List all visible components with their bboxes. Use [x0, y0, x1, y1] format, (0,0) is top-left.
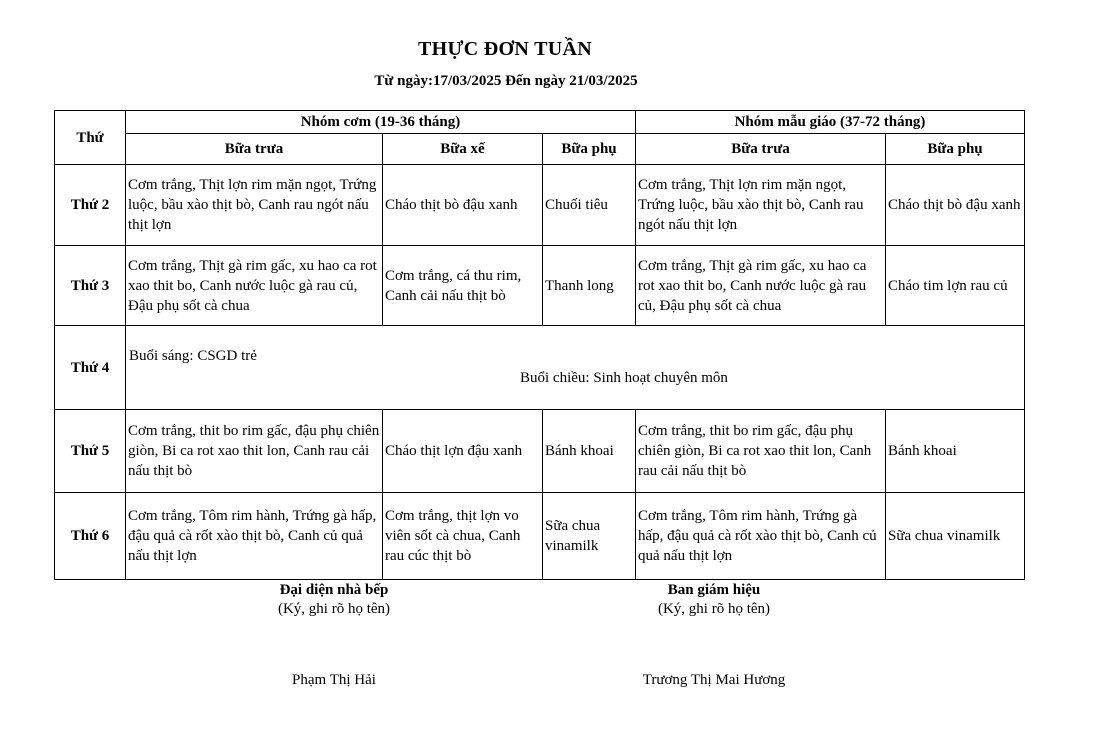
day-cell: Thứ 6 [55, 493, 126, 580]
kitchen-role: Đại diện nhà bếp [279, 582, 389, 598]
header-g1-lunch: Bữa trưa [126, 134, 383, 165]
g2-snack-cell: Cháo thịt bò đậu xanh [886, 165, 1025, 246]
g2-lunch-cell: Cơm trắng, Tôm rim hành, Trứng gà hấp, đậu quả cà rốt xào thịt bò, Canh củ quả nấu thịt lợn [636, 493, 886, 580]
board-signer-name: Trương Thị Mai Hương [642, 672, 786, 688]
header-row-groups [55, 111, 1025, 134]
day-cell: Thứ 5 [55, 410, 126, 493]
g2-snack-cell: Cháo tim lợn rau củ [886, 246, 1025, 326]
day-cell: Thứ 4 [55, 326, 126, 410]
g2-lunch-cell: Cơm trắng, Thịt lợn rim mặn ngọt, Trứng luộc, bầu xào thịt bò, Canh rau ngót nấu thịt lợn [636, 165, 886, 246]
g1-afternoon-cell: Cơm trắng, thịt lợn vo viên sốt cà chua, Canh rau cúc thịt bò [383, 493, 543, 580]
board-sign-note: (Ký, ghi rõ họ tên) [657, 601, 771, 617]
g1-lunch-cell: Cơm trắng, thit bo rim gấc, đậu phụ chiên giòn, Bi ca rot xao thit lon, Canh rau cải nấu thịt bò [126, 410, 383, 493]
header-day: Thứ [55, 111, 126, 165]
g1-afternoon-cell: Cháo thịt lợn đậu xanh [383, 410, 543, 493]
header-g2-snack: Bữa phụ [886, 134, 1025, 165]
day-cell: Thứ 3 [55, 246, 126, 326]
table-row [55, 410, 1025, 493]
kitchen-signature-block [234, 582, 434, 692]
table-row [55, 165, 1025, 246]
thursday-activity-cell [126, 326, 1025, 410]
table-row [55, 493, 1025, 580]
g1-lunch-cell: Cơm trắng, Thịt gà rim gấc, xu hao ca rot xao thit bo, Canh nước luộc gà rau củ, Đậu phụ sốt cà chua [126, 246, 383, 326]
kitchen-signer-name: Phạm Thị Hải [292, 672, 376, 688]
g2-snack-cell: Sữa chua vinamilk [886, 493, 1025, 580]
header-g2-lunch: Bữa trưa [636, 134, 886, 165]
g1-snack-cell: Chuối tiêu [543, 165, 636, 246]
g1-snack-cell: Bánh khoai [543, 410, 636, 493]
board-role: Ban giám hiệu [667, 582, 761, 598]
g2-lunch-cell: Cơm trắng, thit bo rim gấc, đậu phụ chiên giòn, Bi ca rot xao thit lon, Canh rau cải nấu thịt bò [636, 410, 886, 493]
g2-lunch-cell: Cơm trắng, Thịt gà rim gấc, xu hao ca rot xao thit bo, Canh nước luộc gà rau củ, Đậu phụ sốt cà chua [636, 246, 886, 326]
day-cell: Thứ 2 [55, 165, 126, 246]
header-group-com: Nhóm cơm (19-36 tháng) [126, 111, 636, 134]
header-group-maugiao: Nhóm mẫu giáo (37-72 tháng) [636, 111, 1025, 134]
g2-snack-cell: Bánh khoai [886, 410, 1025, 493]
table-row [55, 246, 1025, 326]
header-row-meals [55, 134, 1025, 165]
g1-lunch-cell: Cơm trắng, Thịt lợn rim mặn ngọt, Trứng luộc, bầu xào thịt bò, Canh rau ngót nấu thịt lợn [126, 165, 383, 246]
g1-afternoon-cell: Cháo thịt bò đậu xanh [383, 165, 543, 246]
date-range: Từ ngày:17/03/2025 Đến ngày 21/03/2025 [374, 73, 638, 89]
g1-lunch-cell: Cơm trắng, Tôm rim hành, Trứng gà hấp, đậu quả cà rốt xào thịt bò, Canh củ quả nấu thịt lợn [126, 493, 383, 580]
morning-activity: Buổi sáng: CSGD trẻ [129, 348, 257, 364]
board-signature-block [604, 582, 824, 692]
header-g1-snack: Bữa phụ [543, 134, 636, 165]
table-row [55, 326, 1025, 410]
kitchen-sign-note: (Ký, ghi rõ họ tên) [277, 601, 391, 617]
g1-snack-cell: Sữa chua vinamilk [543, 493, 636, 580]
g1-snack-cell: Thanh long [543, 246, 636, 326]
g1-afternoon-cell: Cơm trắng, cá thu rim, Canh cải nấu thịt bò [383, 246, 543, 326]
page-title: THỰC ĐƠN TUẦN [418, 38, 592, 60]
header-g1-afternoon: Bữa xế [383, 134, 543, 165]
afternoon-activity: Buổi chiều: Sinh hoạt chuyên môn [520, 370, 728, 386]
weekly-menu-table [54, 110, 1025, 580]
